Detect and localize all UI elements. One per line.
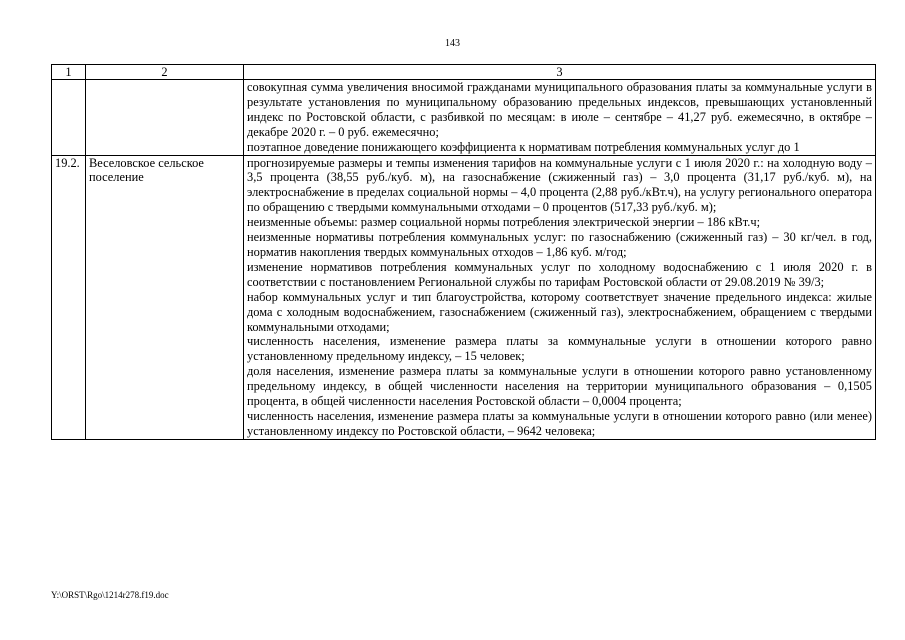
footer-file-path: Y:\ORST\Rgo\1214r278.f19.doc [51, 590, 169, 600]
description-paragraph: изменение нормативов потребления коммунальных услуг по холодному водоснабжению с 1 июля 2020 г. в соответствии с постановлением Региональной службы по тарифам Ростовской области от 29.08.2019 № 39/3; [247, 259, 872, 289]
description-paragraph: доля населения, изменение размера платы за коммунальные услуги в отношении которого равно установленному предельному индексу, в общей численности населения на территории муниципального образования – 0,1505 процента, в общей численности населения Ростовской области – 0,0004 процента; [247, 364, 872, 409]
column-header-3: 3 [244, 65, 876, 80]
description-paragraph: численность населения, изменение размера платы за коммунальные услуги в отношении которого равно установленному предельному индексу, – 15 человек; [247, 334, 872, 364]
description-paragraph: неизменные нормативы потребления коммунальных услуг: по газоснабжению (сжиженный газ) – 30 кг/чел. в год, норматив накопления твердых коммунальных отходов – 1,86 куб. м/год; [247, 230, 872, 259]
column-header-1: 1 [52, 65, 86, 80]
description-paragraph: численность населения, изменение размера платы за коммунальные услуги в отношении которого равно (или менее) установленному индексу по Ростовской области, – 9642 человека; [247, 408, 872, 438]
description-paragraph: набор коммунальных услуг и тип благоустройства, которому соответствует значение предельного индекса: жилые дома с холодным водоснабжением, газоснабжением (сжиженный газ), электроснабжением, обращением с твердыми коммунальными отходами; [247, 289, 872, 334]
description-paragraph: поэтапное доведение понижающего коэффициента к нормативам потребления коммунальных услуг до 1 [247, 139, 800, 154]
table-row [52, 155, 876, 439]
table-header-row [52, 65, 876, 80]
page-number: 143 [445, 38, 460, 49]
description-paragraph: прогнозируемые размеры и темпы изменения тарифов на коммунальные услуги с 1 июля 2020 г.: на холодную воду – 3,5 процента (38,55 руб./куб. м), на газоснабжение (сжиженный газ) – 3,0 процента (31,17 руб./куб. м), на электроснабжение в пределах социальной нормы – 4,0 процента (2,88 руб./кВт.ч), на услугу регионального оператора по обращению с твердыми коммунальными отходами – 0 процентов (517,33 руб./куб. м); [247, 155, 872, 215]
municipality-name-cell: Веселовское сельское поселение [86, 155, 244, 439]
description-cell [244, 80, 876, 156]
table-row [52, 80, 876, 156]
description-paragraph: неизменные объемы: размер социальной нормы потребления электрической энергии – 186 кВт.ч; [247, 215, 761, 230]
row-number-cell: 19.2. [52, 155, 86, 439]
municipality-name-cell [86, 80, 244, 156]
description-paragraph: совокупная сумма увеличения вносимой гражданами муниципального образования платы за коммунальные услуги в результате установления по муниципальному образованию предельных индексов, превышающих установленный индекс по Ростовской области, с разбивкой по месяцам: в июле – сентябре – 41,27 руб. ежемесячно, в октябре – декабре 2020 г. – 0 руб. ежемесячно; [247, 80, 872, 139]
row-number-cell [52, 80, 86, 156]
document-table [51, 64, 876, 440]
column-header-2: 2 [86, 65, 244, 80]
description-cell [244, 155, 876, 439]
